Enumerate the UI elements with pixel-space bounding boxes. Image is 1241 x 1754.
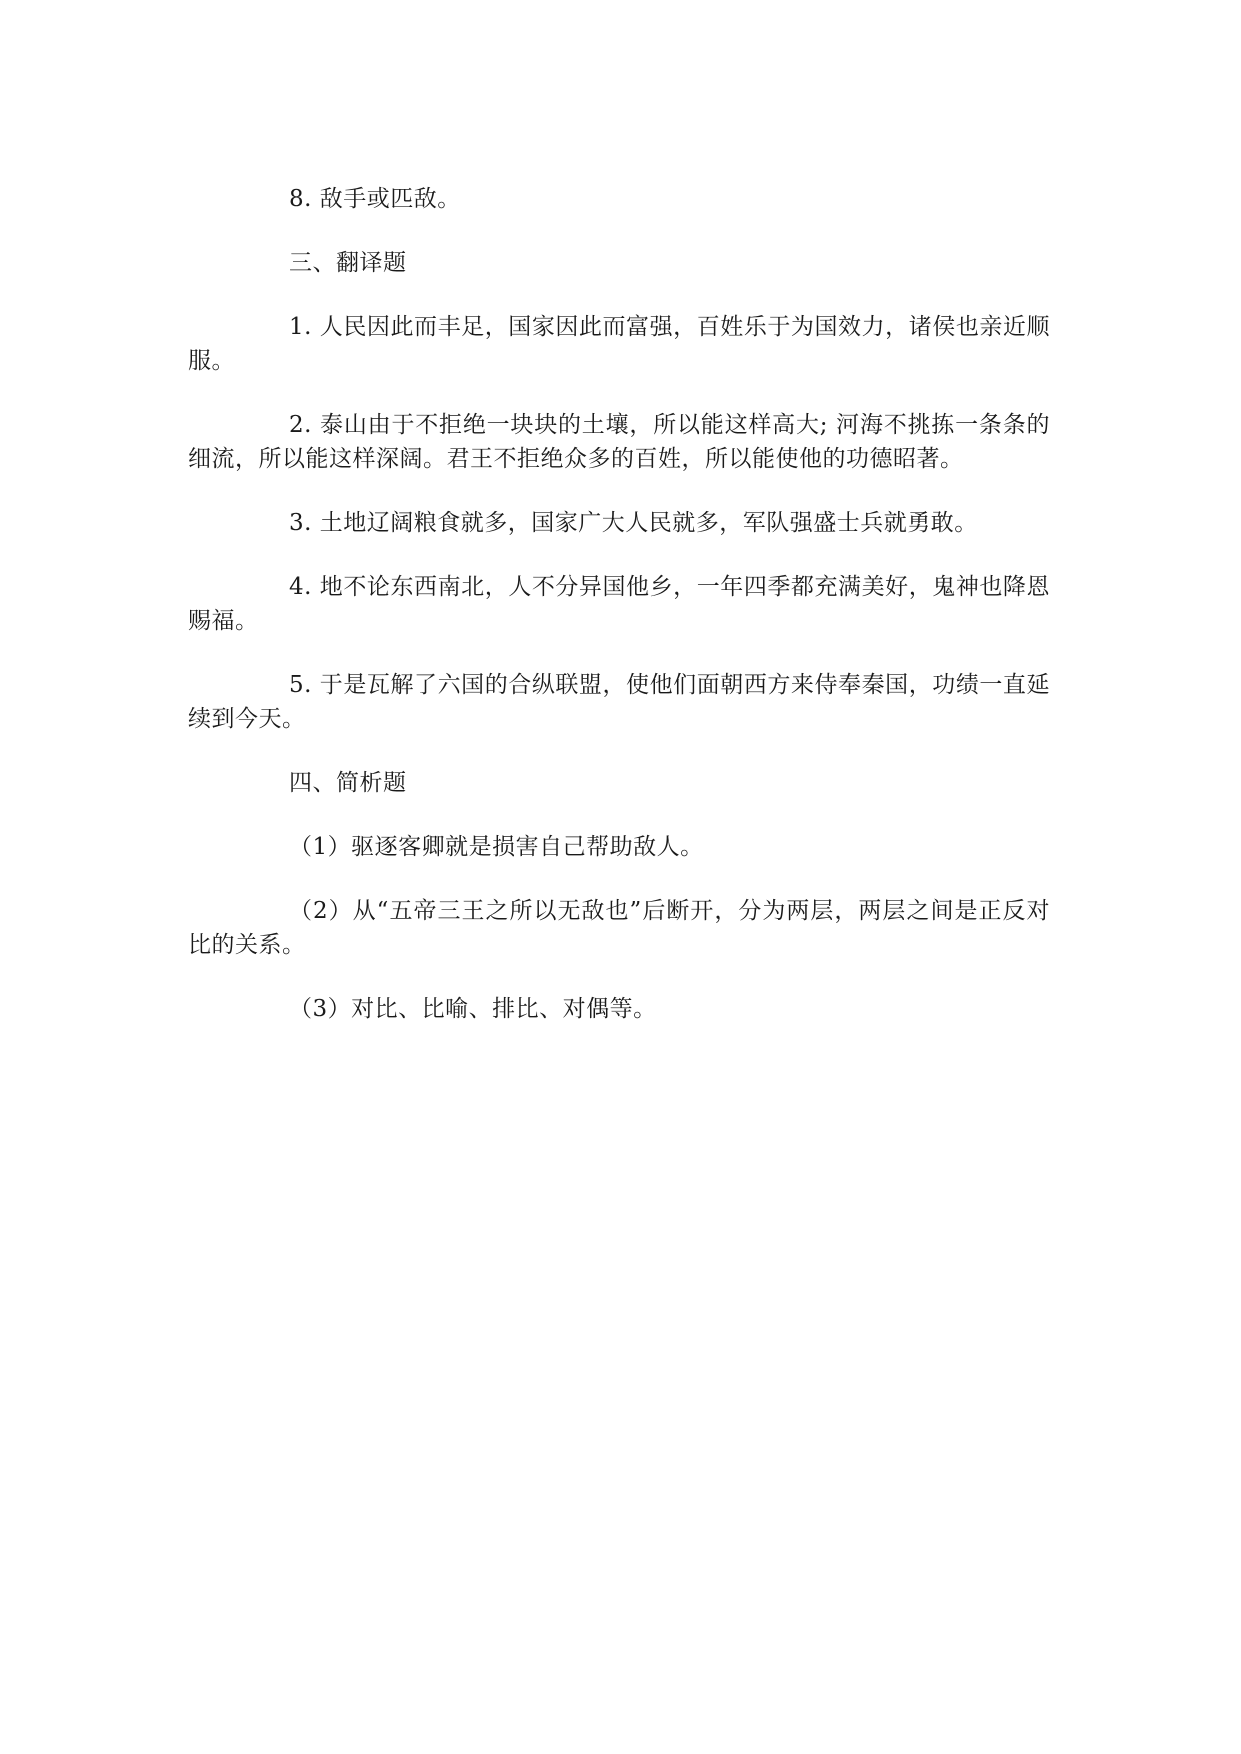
section-heading-translation: 三、翻译题 xyxy=(289,250,407,276)
section-heading-analysis: 四、简析题 xyxy=(289,770,407,796)
translation-item-1: 1. 人民因此而丰足，国家因此而富强，百姓乐于为国效力，诸侯也亲近顺服。 xyxy=(188,314,1050,374)
analysis-item-1: （1）驱逐客卿就是损害自己帮助敌人。 xyxy=(289,834,704,860)
translation-item-3: 3. 土地辽阔粮食就多，国家广大人民就多，军队强盛士兵就勇敢。 xyxy=(289,510,978,536)
translation-item-4: 4. 地不论东西南北，人不分异国他乡，一年四季都充满美好，鬼神也降恩赐福。 xyxy=(188,574,1050,634)
answer-item-8: 8. 敌手或匹敌。 xyxy=(289,186,461,212)
translation-item-5: 5. 于是瓦解了六国的合纵联盟，使他们面朝西方来侍奉秦国，功绩一直延续到今天。 xyxy=(188,672,1050,732)
document-body xyxy=(188,182,1050,1056)
translation-item-2: 2. 泰山由于不拒绝一块块的土壤，所以能这样高大; 河海不挑拣一条条的细流，所以能这样深阔。君王不拒绝众多的百姓，所以能使他的功德昭著。 xyxy=(188,412,1050,472)
analysis-item-2: （2）从“五帝三王之所以无敌也”后断开，分为两层，两层之间是正反对比的关系。 xyxy=(188,898,1050,958)
analysis-item-3: （3）对比、比喻、排比、对偶等。 xyxy=(289,996,657,1022)
